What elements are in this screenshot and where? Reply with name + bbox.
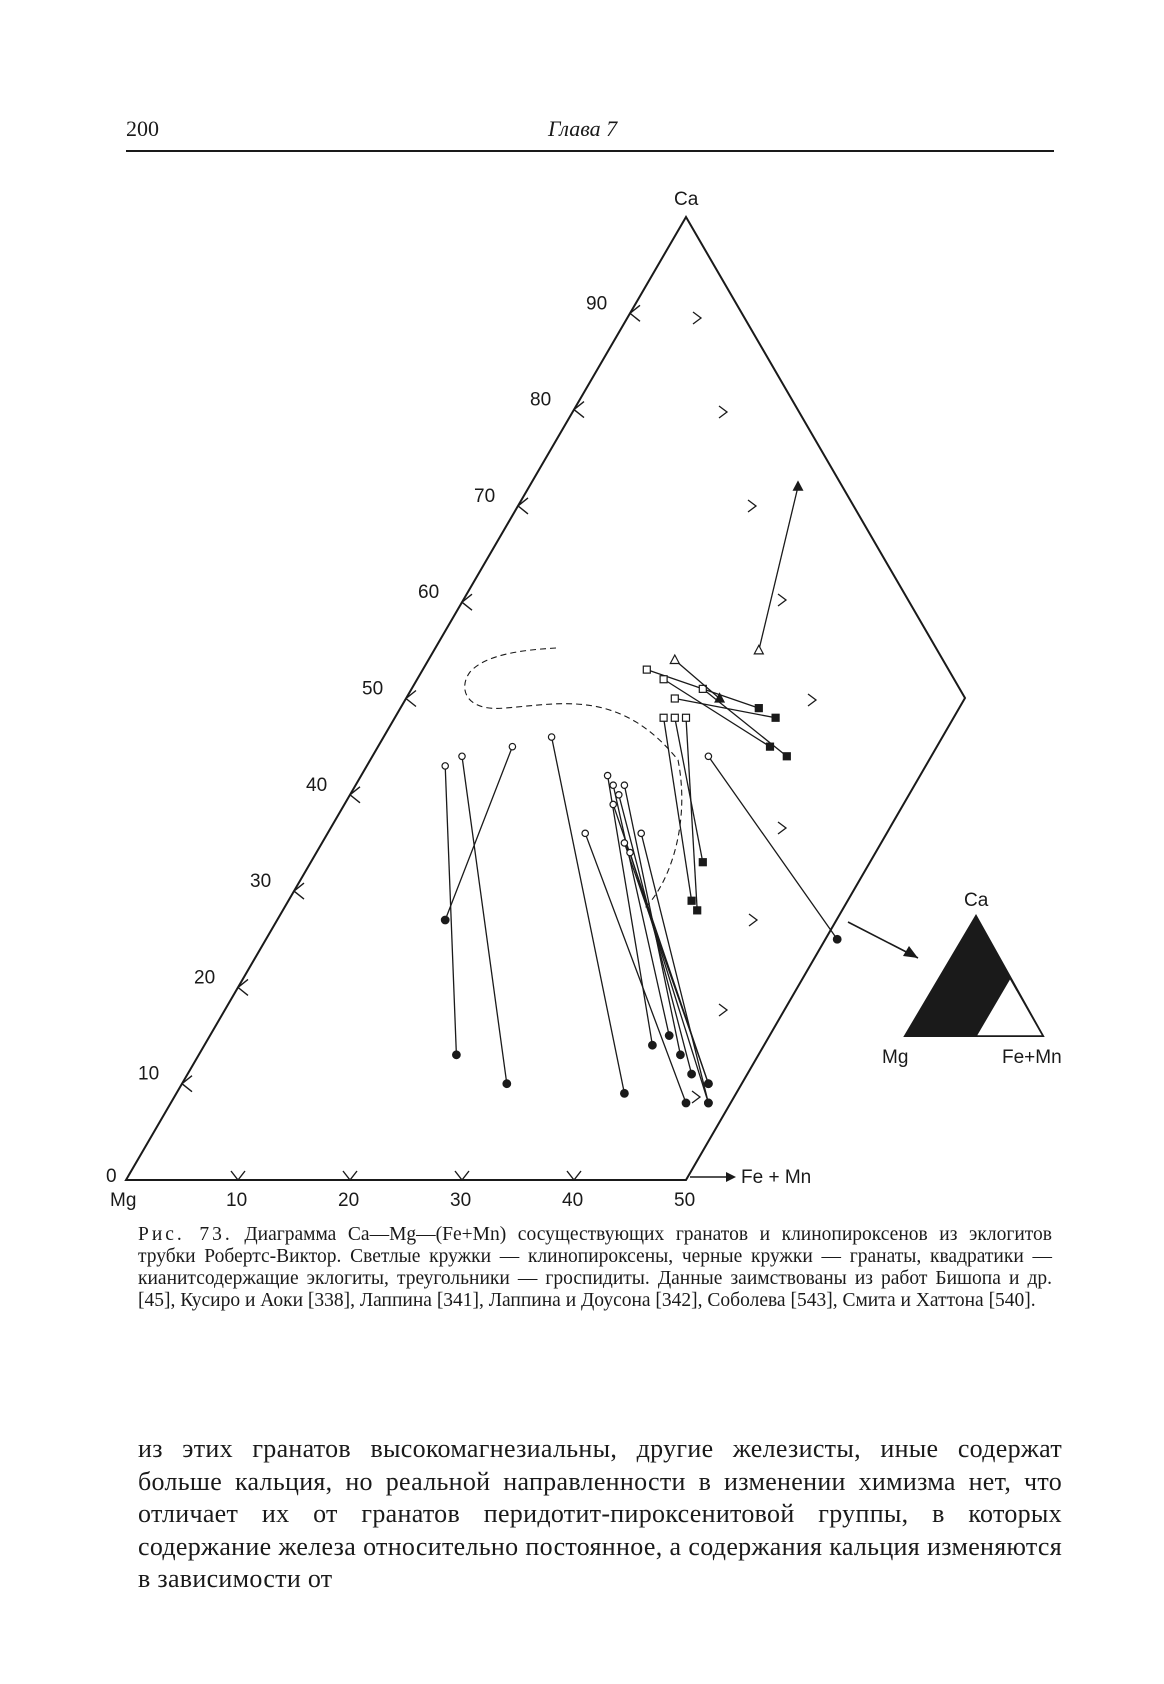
garnet-triangle-point [794, 482, 803, 491]
clinopyroxene-point [627, 849, 633, 855]
clinopyroxene-point [548, 734, 554, 740]
fe-mn-arrow-head [726, 1172, 736, 1182]
clinopyroxene-point [582, 830, 588, 836]
garnet-point [621, 1090, 629, 1098]
running-head: Глава 7 [548, 116, 618, 141]
bottom-tick-label: 40 [562, 1190, 584, 1211]
clinopyroxene-point [610, 782, 616, 788]
right-edge-tick [692, 1091, 700, 1103]
clinopyroxene-point [621, 782, 627, 788]
left-edge-tick-label: 50 [362, 678, 384, 700]
left-edge-tick [462, 594, 472, 610]
garnet-square-point [783, 753, 790, 760]
grospydite-field-boundary [465, 648, 682, 908]
body-paragraph: из этих гранатов высокомагнезиальны, другие железисты, иные содержат больше кальция, но реальной направленности в изменении химизма нет, что отличает их от гранатов перидотит-пироксенитовой группы, в которых содержание железа относительно постоянное, а содержания кальция изменяются в зависимости от [138, 1434, 1062, 1593]
left-edge-tick [406, 691, 416, 707]
garnet-square-point [755, 705, 762, 712]
left-edge-tick [574, 402, 584, 418]
apex-label-fe-mn: Fe + Mn [741, 1167, 812, 1188]
garnet-point [453, 1051, 461, 1059]
tie-line [462, 756, 507, 1083]
left-edge-tick-label: 60 [418, 582, 440, 604]
left-edge-tick-label: 40 [306, 774, 328, 796]
garnet-square-point [694, 907, 701, 914]
left-edge-tick-label: 20 [194, 967, 216, 989]
tie-line [675, 718, 703, 862]
tie-line [445, 766, 456, 1055]
tie-line [686, 718, 697, 911]
left-edge-tick [630, 305, 640, 321]
bottom-tick [343, 1171, 357, 1180]
figure-caption [138, 1224, 1052, 1312]
tie-line [641, 833, 708, 1103]
inset-triangle [848, 890, 1062, 1068]
left-edge-tick [238, 979, 248, 995]
right-edge-tick [693, 312, 701, 324]
garnet-point [441, 916, 449, 924]
garnet-square-point [688, 897, 695, 904]
garnet-point [677, 1051, 685, 1059]
tie-line [703, 689, 787, 756]
clinopyroxene-point [616, 792, 622, 798]
clinopyroxene-square-point [671, 695, 678, 702]
right-edge-tick [778, 594, 786, 606]
tie-line [759, 487, 798, 651]
left-edge-tick-label: 0 [106, 1166, 117, 1187]
left-edge-tick-label: 80 [530, 389, 552, 411]
left-edge-tick [294, 883, 304, 899]
garnet-triangle-point [715, 694, 724, 703]
clinopyroxene-point [610, 801, 616, 807]
inset-label-mg: Mg [882, 1047, 909, 1068]
garnet-square-point [699, 859, 706, 866]
clinopyroxene-square-point [671, 714, 678, 721]
right-edge-tick [748, 500, 756, 512]
clinopyroxene-point [459, 753, 465, 759]
tie-line [445, 747, 512, 920]
left-edge-tick [182, 1076, 192, 1092]
tie-line [552, 737, 625, 1093]
caption-text: Диаграмма Ca—Mg—(Fe+Mn) сосуществующих гранатов и клинопироксенов из эклогитов трубки Робертс-Виктор. Светлые кружки — клинопироксены, черные кружки — гранаты, квадратики — кианитсодержащие эклогиты, треугольники — гроспидиты. Данные заимствованы из работ Бишопа и др. [45], Кусиро и Аоки [338], Лаппина [341], Лаппина и Доусона [342], Соболева [543], Смита и Хаттона [540]. [138, 1224, 1052, 1311]
left-edge-tick [350, 787, 360, 803]
triangle-outline [126, 217, 965, 1180]
ternary-frame [126, 217, 965, 1180]
tie-line [664, 679, 770, 746]
caption-label: Рис. 73. [138, 1224, 233, 1245]
garnet-point [833, 935, 841, 943]
clinopyroxene-point [509, 743, 515, 749]
right-edge-tick [749, 914, 757, 926]
ternary-ticks [106, 293, 816, 1211]
right-edge-tick [719, 1004, 727, 1016]
left-edge-tick-label: 90 [586, 293, 608, 315]
axis-labels [674, 189, 811, 1188]
right-edge-tick [719, 406, 727, 418]
clinopyroxene-point [604, 772, 610, 778]
bottom-tick-label: Mg [110, 1190, 137, 1211]
field-boundary-dashed [465, 648, 682, 908]
bottom-tick-label: 20 [338, 1190, 360, 1211]
garnet-point [649, 1041, 657, 1049]
garnet-point [688, 1070, 696, 1078]
bottom-tick-label: 30 [450, 1190, 472, 1211]
garnet-point [705, 1099, 713, 1107]
clinopyroxene-point [638, 830, 644, 836]
clinopyroxene-point [705, 753, 711, 759]
clinopyroxene-point [621, 840, 627, 846]
clinopyroxene-square-point [683, 714, 690, 721]
tie-line [708, 756, 837, 939]
left-edge-tick-label: 30 [250, 871, 272, 893]
left-edge-tick [518, 498, 528, 514]
bottom-tick [231, 1171, 245, 1180]
bottom-tick-label: 10 [226, 1190, 248, 1211]
clinopyroxene-square-point [643, 666, 650, 673]
garnet-point [503, 1080, 511, 1088]
right-edge-tick [778, 822, 786, 834]
garnet-point [682, 1099, 690, 1107]
clinopyroxene-square-point [660, 714, 667, 721]
tie-lines [441, 482, 841, 1107]
clinopyroxene-point [442, 763, 448, 769]
page-number: 200 [126, 116, 159, 141]
garnet-point [705, 1080, 713, 1088]
inset-label-ca: Ca [964, 890, 989, 911]
tie-line [675, 660, 720, 699]
bottom-tick [567, 1171, 581, 1180]
apex-label-ca: Ca [674, 189, 699, 210]
right-edge-tick [808, 694, 816, 706]
garnet-point [665, 1032, 673, 1040]
clinopyroxene-triangle-point [670, 655, 679, 664]
bottom-tick [455, 1171, 469, 1180]
left-edge-tick-label: 70 [474, 485, 496, 507]
inset-label-fe-mn: Fe+Mn [1002, 1047, 1062, 1068]
clinopyroxene-triangle-point [754, 645, 763, 654]
bottom-tick-label: 50 [674, 1190, 696, 1211]
garnet-square-point [772, 714, 779, 721]
clinopyroxene-square-point [660, 676, 667, 683]
left-edge-tick-label: 10 [138, 1063, 160, 1085]
